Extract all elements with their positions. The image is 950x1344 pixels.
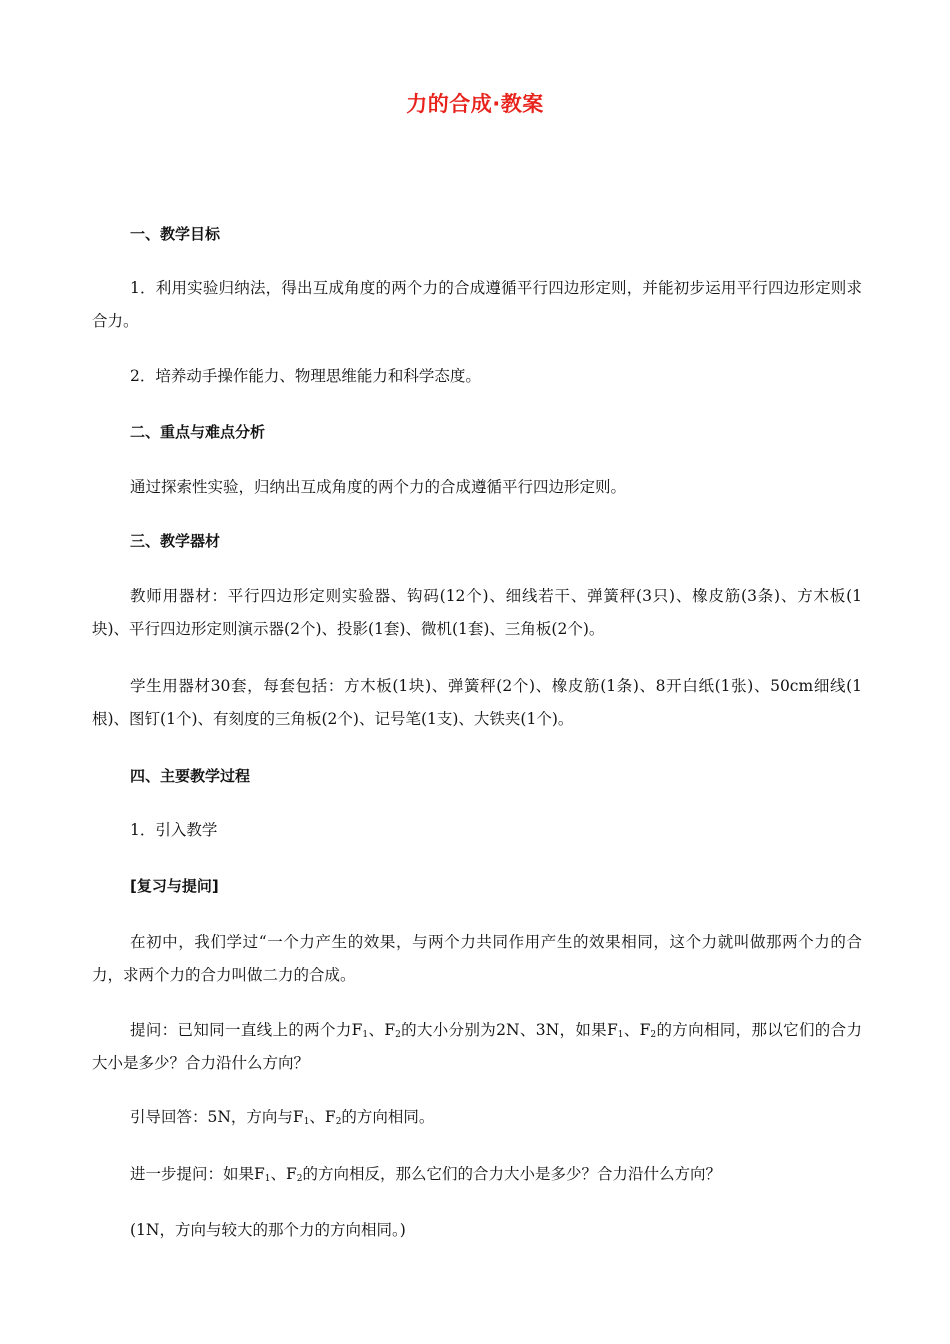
text-fragment: 提问：已知同一直线上的两个力F [130, 1021, 363, 1039]
paragraph-introduction: 1．引入教学 [130, 821, 218, 839]
subscript: 1 [303, 1117, 310, 1127]
section-heading-equipment: 三、教学器材 [130, 532, 221, 550]
document-title: 力的合成·教案 [406, 92, 544, 116]
text-fragment: 的方向相同。 [341, 1108, 435, 1126]
text-fragment: 、F [270, 1165, 297, 1183]
section-heading-key-points: 二、重点与难点分析 [130, 423, 266, 441]
subscript: 2 [395, 1030, 401, 1040]
subscript: 2 [296, 1174, 303, 1184]
paragraph-objective-2: 2．培养动手操作能力、物理思维能力和科学态度。 [130, 367, 481, 385]
text-fragment: 、F [623, 1021, 651, 1039]
paragraph-student-equipment: 学生用器材30套，每套包括：方木板(1块)、弹簧秤(2个)、橡皮筋(1条)、8开白纸(1张)、50cm细线(1根)、图钉(1个)、有刻度的三角板(2个)、记号笔(1支)、大铁夹(1个)。 [92, 677, 862, 728]
paragraph-question-2 [92, 1158, 862, 1191]
paragraph-question-1 [92, 1014, 862, 1080]
subheading-review: [复习与提问] [130, 877, 219, 895]
subscript: 2 [335, 1117, 342, 1127]
subscript: 1 [362, 1030, 369, 1040]
section-heading-objectives: 一、教学目标 [130, 225, 221, 243]
text-fragment: 的方向相反，那么它们的合力大小是多少？合力沿什么方向？ [302, 1165, 722, 1183]
section-heading-process: 四、主要教学过程 [130, 767, 251, 785]
paragraph-review: 在初中，我们学过“一个力产生的效果，与两个力共同作用产生的效果相同，这个力就叫做那两个力的合力，求两个力的合力叫做二力的合成。 [92, 933, 862, 984]
text-fragment: 的方向相同，那以它们的合力大小是多少？合力沿什么方向？ [92, 1021, 862, 1072]
subscript: 1 [264, 1174, 271, 1184]
paragraph-key-points: 通过探索性实验，归纳出互成角度的两个力的合成遵循平行四边形定则。 [130, 478, 627, 496]
subscript: 2 [650, 1030, 657, 1040]
subscript: 1 [617, 1030, 624, 1040]
paragraph-answer-1 [92, 1101, 862, 1134]
text-fragment: 进一步提问：如果F [130, 1165, 265, 1183]
paragraph-objective-1: 1．利用实验归纳法，得出互成角度的两个力的合成遵循平行四边形定则，并能初步运用平行四边形定则求合力。 [92, 279, 862, 330]
text-fragment: 、F [309, 1108, 336, 1126]
text-fragment: 引导回答：5N，方向与F [130, 1108, 304, 1126]
text-fragment: 的大小分别为2N、3N，如果F [400, 1021, 618, 1039]
text-fragment: 、F [368, 1021, 396, 1039]
paragraph-answer-2: (1N，方向与较大的那个力的方向相同。) [130, 1221, 406, 1239]
paragraph-teacher-equipment: 教师用器材：平行四边形定则实验器、钩码(12个)、细线若干、弹簧秤(3只)、橡皮筋(3条)、方木板(1块)、平行四边形定则演示器(2个)、投影(1套)、微机(1套)、三角板(2个)。 [92, 587, 862, 638]
